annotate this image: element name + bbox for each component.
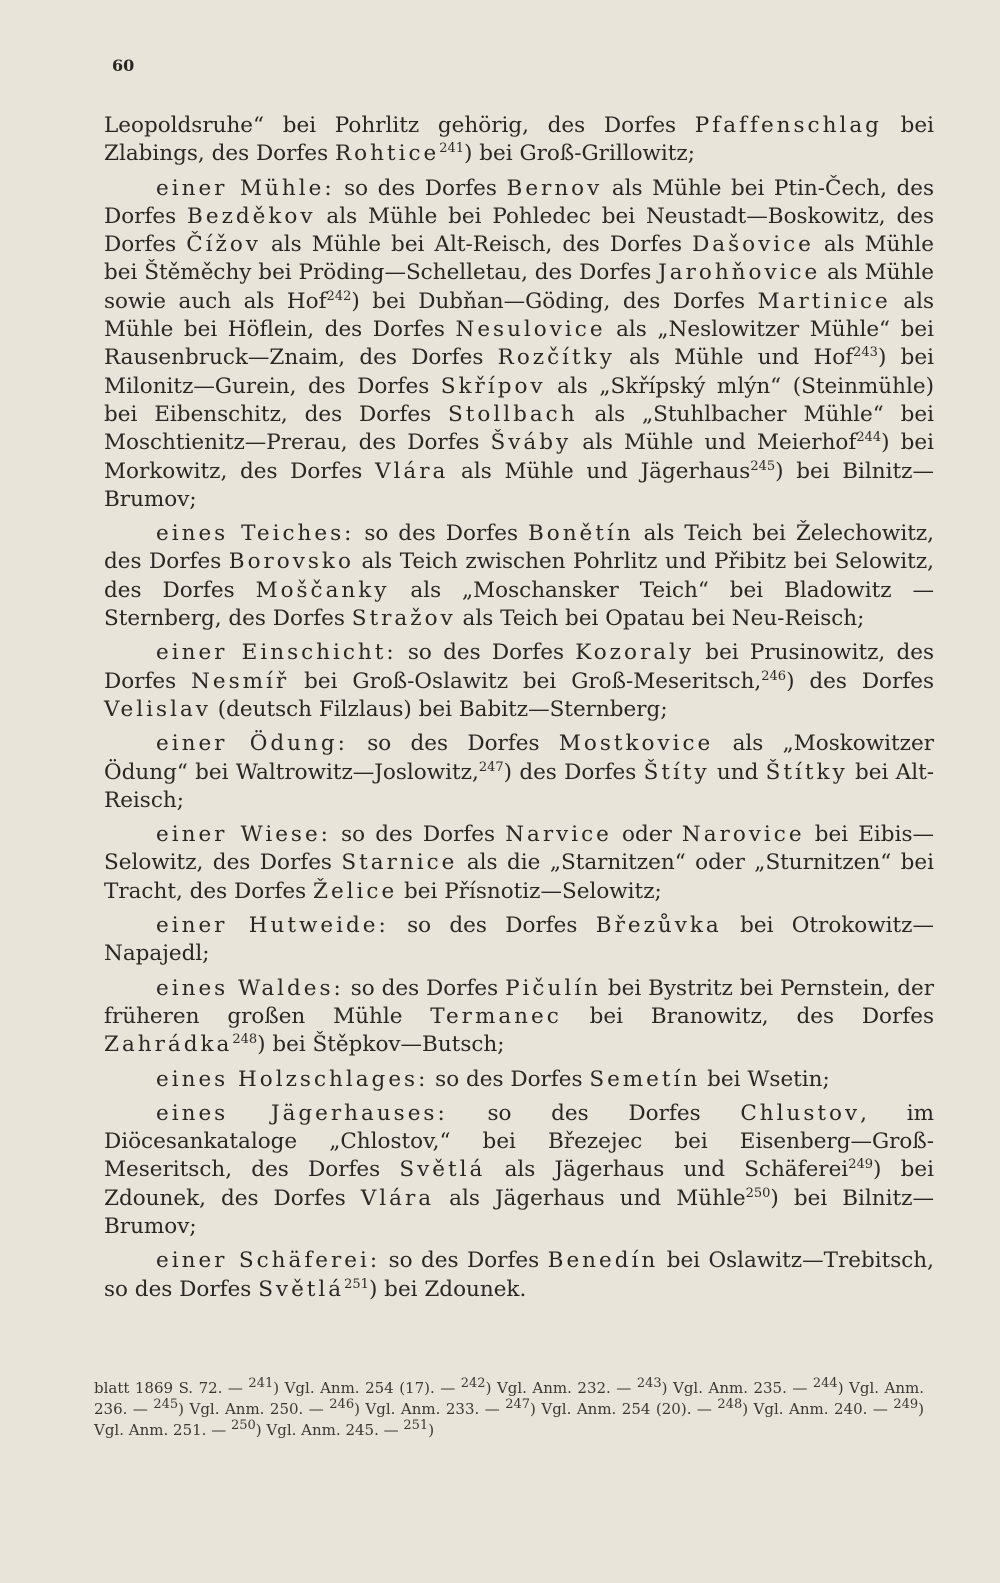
spaced-term: Rozčítky — [497, 345, 615, 371]
spaced-term: Pfaffenschlag — [694, 113, 882, 138]
spaced-term: Kozoraly — [575, 640, 695, 666]
text-run: ) Vgl. Anm. 233. — — [354, 1400, 506, 1418]
footnote-ref: 241 — [248, 1376, 274, 1391]
text-run: und — [709, 759, 766, 785]
footnote-ref: 242 — [460, 1376, 486, 1391]
text-run: so des Dorfes — [380, 1248, 548, 1274]
footnote-ref: 246 — [761, 668, 787, 684]
spaced-term: eines Waldes: — [156, 975, 344, 1001]
spaced-term: einer Wiese: — [156, 822, 331, 848]
spaced-term: einer Schäferei: — [156, 1248, 381, 1274]
spaced-term: Bonětín — [527, 521, 634, 547]
text-run: als Jägerhaus und Schäferei — [485, 1157, 849, 1183]
text-run: blatt 1869 S. 72. — — [94, 1379, 249, 1397]
footnote-ref: 245 — [153, 1397, 179, 1412]
footnote-ref: 242 — [326, 288, 352, 304]
spaced-term: Bezděkov — [187, 203, 316, 229]
text-run: als Mühle und Jägerhaus — [448, 458, 751, 484]
text-run: als Teich zwischen Pohrlitz und Přibitz bei Selowitz, des Dorfes — [104, 549, 934, 603]
text-run: als die „Starnitzen“ oder „Sturnitzen“ bei Tracht, des Dorfes — [104, 850, 935, 904]
text-run: bei Otrokowitz—Napajedl; — [104, 913, 934, 967]
text-run: bei Přísnotiz—Selowitz; — [397, 878, 662, 904]
spaced-term: Narovice — [681, 822, 805, 848]
spaced-term: Stollbach — [448, 401, 578, 427]
text-run: als Teich bei Želechowitz, des Dorfes — [104, 521, 935, 575]
footnote-ref: 243 — [636, 1376, 662, 1391]
text-run: als „Moskowitzer Ödung“ bei Waltrowitz—Joslowitz, — [104, 731, 934, 785]
footnote-ref: 249 — [848, 1157, 874, 1173]
text-run: ) Vgl. Anm. 251. — — [94, 1400, 925, 1439]
spaced-term: einer Hutweide: — [156, 913, 389, 939]
footnote-ref: 247 — [478, 759, 504, 775]
footnote-ref: 244 — [812, 1376, 838, 1391]
paragraph — [104, 912, 934, 969]
text-run: ) bei Milonitz—Gurein, des Dorfes — [104, 345, 935, 399]
spaced-term: Březůvka — [595, 913, 722, 939]
text-run: bei Alt-Reisch; — [104, 759, 934, 813]
footnote-ref: 246 — [329, 1397, 355, 1412]
text-run: ) bei Bilnitz—Brumov; — [104, 1185, 934, 1239]
text-run: ) Vgl. Anm. 250. — — [178, 1400, 330, 1418]
spaced-term: Moščanky — [255, 577, 390, 603]
footnote-ref: 248 — [717, 1397, 743, 1412]
text-run: als Mühle bei Štěměchy bei Pröding—Schelletau, des Dorfes — [104, 232, 934, 286]
paragraph — [104, 1066, 934, 1094]
spaced-term: Semetín — [589, 1066, 701, 1092]
paragraph — [104, 639, 934, 724]
text-run: als „Neslowitzer Mühle“ bei Rausenbruck—Znaim, des Dorfes — [104, 317, 934, 371]
spaced-term: Dašovice — [692, 232, 814, 258]
text-run: ) Vgl. Anm. 235. — — [661, 1379, 813, 1397]
spaced-term: einer Mühle: — [156, 175, 335, 201]
text-run: ) — [428, 1421, 435, 1439]
text-run: Leopoldsruhe“ bei Pohrlitz gehörig, des Dorfes — [104, 113, 695, 138]
spaced-term: eines Teiches: — [156, 521, 355, 547]
text-run: ) bei Zdounek, des Dorfes — [104, 1157, 934, 1211]
text-run: (deutsch Filzlaus) bei Babitz—Sternberg; — [210, 696, 668, 722]
footnote-ref: 250 — [745, 1185, 771, 1201]
footnote-ref: 241 — [439, 141, 465, 157]
spaced-term: Rohtice — [334, 141, 440, 167]
spaced-term: Světlá — [399, 1157, 486, 1183]
text-run: ) Vgl. Anm. 240. — — [742, 1400, 894, 1418]
text-run: ) Vgl. Anm. 254 (17). — — [273, 1379, 461, 1397]
spaced-term: Bernov — [506, 175, 603, 201]
footnote-ref: 251 — [403, 1418, 429, 1433]
spaced-term: Skřípov — [440, 373, 546, 399]
text-run: als Mühle und Hof — [614, 345, 854, 371]
footnote-ref: 249 — [893, 1397, 919, 1412]
text-run: bei Prusinowitz, des Dorfes — [104, 640, 935, 694]
text-run: ) bei Zdounek. — [368, 1276, 527, 1302]
text-run: als Mühle und Meierhof — [571, 430, 857, 456]
spaced-term: Starnice — [341, 850, 458, 876]
text-run: als Mühle bei Alt-Reisch, des Dorfes — [260, 232, 693, 258]
text-run: so des Dorfes — [343, 975, 506, 1001]
text-run: ) bei Dubňan—Göding, des Dorfes — [351, 288, 758, 314]
text-run: als Teich bei Opatau bei Neu-Reisch; — [455, 606, 865, 632]
text-run: bei Wsetin; — [700, 1066, 830, 1092]
paragraph — [104, 730, 934, 815]
paragraph — [104, 1100, 934, 1241]
footnotes — [94, 1378, 924, 1441]
footnote-ref: 250 — [230, 1418, 256, 1433]
body-text — [104, 112, 934, 1304]
text-run: bei Eibis—Selowitz, des Dorfes — [104, 822, 934, 876]
spaced-term: Benedín — [547, 1248, 659, 1274]
spaced-term: einer Ödung: — [156, 731, 348, 757]
text-run: ) bei Groß-Grillowitz; — [464, 141, 696, 167]
text-run: ) des Dorfes — [503, 759, 644, 785]
spaced-term: Narvice — [505, 822, 612, 848]
text-run: als „Skřípský mlýn“ (Steinmühle) bei Eibenschitz, des Dorfes — [104, 373, 934, 427]
spaced-term: Chlustov — [740, 1100, 861, 1126]
text-run: bei Oslawitz—Trebitsch, so des Dorfes — [104, 1248, 934, 1302]
text-run: bei Bystritz bei Pernstein, der früheren großen Mühle — [104, 975, 934, 1029]
text-run: , im Diöcesankataloge „Chlostov,“ bei Březejec bei Eisenberg—Groß-Meseritsch, des Dorfes — [104, 1100, 934, 1183]
spaced-term: einer Einschicht: — [156, 640, 397, 666]
spaced-term: Nesmíř — [191, 668, 290, 694]
text-run: so des Dorfes — [388, 913, 596, 939]
text-run: als „Stuhlbacher Mühle“ bei Moschtienitz—Prerau, des Dorfes — [104, 401, 934, 456]
text-run: als Mühle bei Pohledec bei Neustadt—Boskowitz, des Dorfes — [104, 203, 934, 258]
spaced-term: Stražov — [351, 606, 456, 632]
text-run: ) Vgl. Anm. 236. — — [94, 1379, 925, 1418]
text-run: ) Vgl. Anm. 254 (20). — — [530, 1400, 718, 1418]
footnote-ref: 248 — [232, 1032, 258, 1048]
paragraph — [104, 1247, 934, 1304]
text-run: bei Groß-Oslawitz bei Groß-Meseritsch, — [289, 668, 762, 694]
footnote-ref: 247 — [505, 1397, 531, 1412]
text-run: bei Branowitz, des Dorfes — [561, 1003, 934, 1029]
text-run: so des Dorfes — [330, 822, 506, 848]
text-run: so des Dorfes — [347, 731, 559, 757]
text-run: so des Dorfes — [428, 1066, 590, 1092]
spaced-term: Velislav — [104, 696, 211, 722]
paragraph — [104, 821, 934, 906]
footnote-ref: 243 — [853, 345, 878, 361]
footnote-ref: 244 — [856, 430, 882, 446]
spaced-term: Jarohňovice — [658, 260, 821, 286]
text-run: als Jägerhaus und Mühle — [434, 1185, 746, 1211]
spaced-term: eines Jägerhauses: — [156, 1100, 448, 1126]
text-run: als Mühle sowie auch als Hof — [104, 260, 934, 314]
spaced-term: eines Holzschlages: — [156, 1066, 429, 1092]
footnote-ref: 251 — [344, 1276, 369, 1292]
text-run: ) bei Morkowitz, des Dorfes — [104, 430, 934, 484]
text-run: bei Zlabings, des Dorfes — [104, 113, 934, 167]
text-run: ) bei Bilnitz—Brumov; — [104, 458, 934, 512]
page-number: 60 — [112, 56, 135, 75]
spaced-term: Štíty — [643, 759, 710, 785]
text-run: so des Dorfes — [334, 175, 507, 201]
spaced-term: Čížov — [186, 232, 261, 258]
text-run: ) Vgl. Anm. 232. — — [485, 1379, 637, 1397]
text-run: oder — [611, 822, 682, 848]
spaced-term: Vlára — [375, 458, 449, 484]
spaced-term: Šváby — [490, 430, 572, 456]
spaced-term: Štítky — [765, 759, 848, 785]
spaced-term: Vlára — [360, 1185, 435, 1211]
text-run: so des Dorfes — [447, 1100, 741, 1126]
paragraph — [104, 175, 934, 515]
spaced-term: Termanec — [430, 1003, 562, 1029]
spaced-term: Mostkovice — [558, 731, 714, 757]
text-run: so des Dorfes — [396, 640, 576, 666]
spaced-term: Martinice — [757, 288, 891, 314]
paragraph — [104, 112, 934, 169]
spaced-term: Borovsko — [228, 549, 354, 575]
text-run: ) des Dorfes — [786, 668, 934, 694]
footnote-ref: 245 — [750, 458, 776, 474]
text-run: als Mühle bei Ptin-Čech, des Dorfes — [104, 175, 934, 229]
text-run: ) Vgl. Anm. 245. — — [255, 1421, 404, 1439]
paragraph — [104, 520, 934, 633]
spaced-term: Želice — [313, 878, 398, 904]
spaced-term: Zahrádka — [104, 1032, 233, 1058]
paragraph — [104, 975, 934, 1060]
spaced-term: Světlá — [258, 1276, 345, 1302]
text-run: als „Moschansker Teich“ bei Bladowitz —Sternberg, des Dorfes — [104, 577, 934, 632]
text-run: ) bei Štěpkov—Butsch; — [257, 1032, 505, 1058]
spaced-term: Nesulovice — [455, 317, 606, 343]
text-run: als Mühle bei Höflein, des Dorfes — [104, 288, 935, 343]
text-run: so des Dorfes — [354, 521, 528, 547]
spaced-term: Pičulín — [505, 975, 601, 1001]
